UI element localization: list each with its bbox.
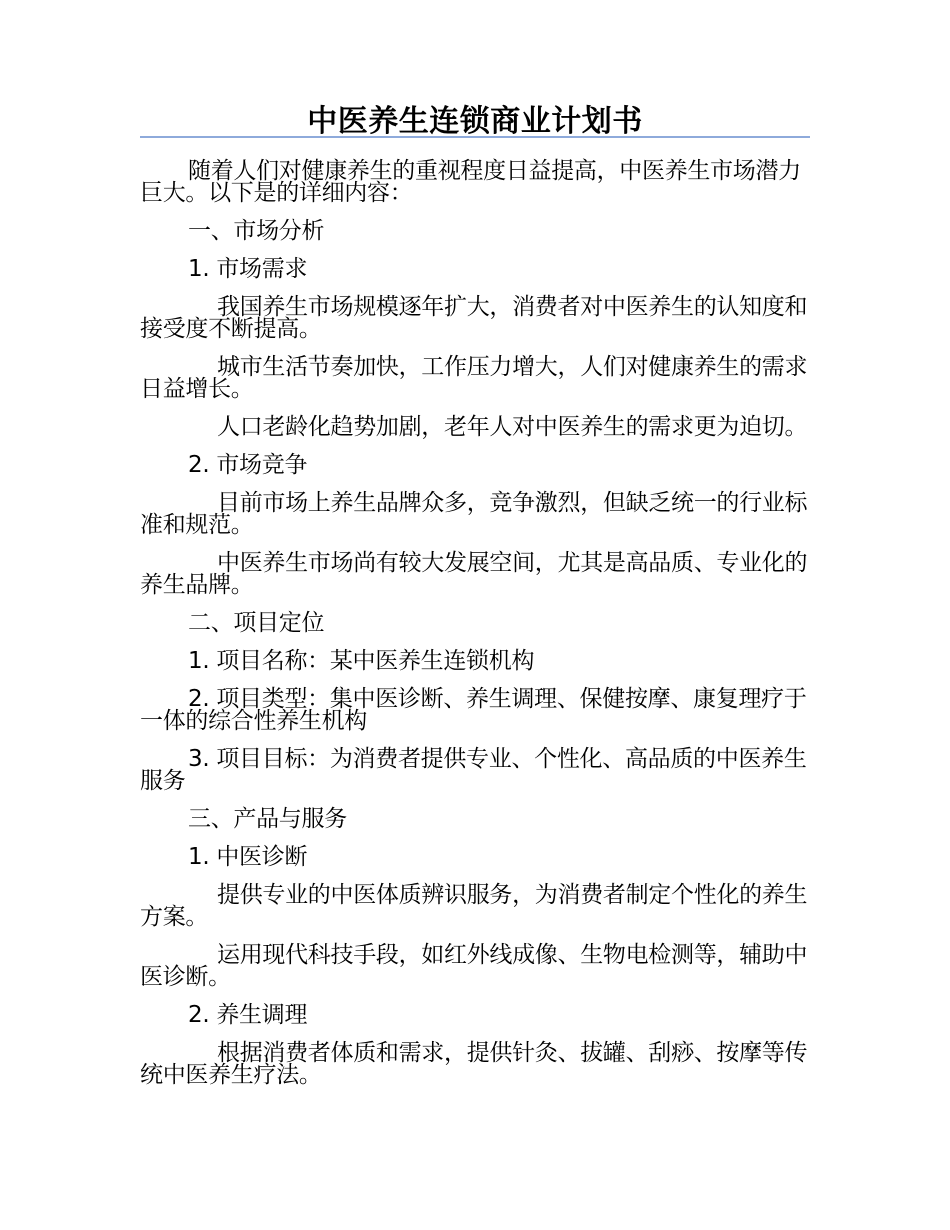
intro-paragraph: 随着人们对健康养生的重视程度日益提高，中医养生市场潜力巨大。以下是的详细内容： [140, 158, 801, 206]
subheading-market-competition: 2. 市场竞争 [188, 452, 308, 478]
subheading-market-demand: 1. 市场需求 [188, 256, 308, 282]
list-item-project-goal: 3. 项目目标：为消费者提供专业、个性化、高品质的中医养生服务 [140, 746, 807, 794]
list-item-project-name: 1. 项目名称：某中医养生连锁机构 [188, 648, 535, 674]
paragraph-demand-3: 人口老龄化趋势加剧，老年人对中医养生的需求更为迫切。 [217, 414, 808, 440]
paragraph-demand-1: 我国养生市场规模逐年扩大，消费者对中医养生的认知度和接受度不断提高。 [140, 294, 808, 342]
subheading-tcm-diagnosis: 1. 中医诊断 [188, 844, 308, 870]
paragraph-diagnosis-2: 运用现代科技手段，如红外线成像、生物电检测等，辅助中医诊断。 [140, 942, 808, 990]
list-item-project-type: 2. 项目类型：集中医诊断、养生调理、保健按摩、康复理疗于一体的综合性养生机构 [140, 686, 807, 734]
paragraph-conditioning-1: 根据消费者体质和需求，提供针灸、拔罐、刮痧、按摩等传统中医养生疗法。 [140, 1040, 808, 1088]
paragraph-competition-2: 中医养生市场尚有较大发展空间，尤其是高品质、专业化的养生品牌。 [140, 550, 808, 598]
section-heading-products-services: 三、产品与服务 [188, 806, 347, 832]
document-body [140, 160, 810, 1086]
section-heading-market-analysis: 一、市场分析 [188, 218, 325, 244]
paragraph-diagnosis-1: 提供专业的中医体质辨识服务，为消费者制定个性化的养生方案。 [140, 882, 808, 930]
subheading-health-conditioning: 2. 养生调理 [188, 1002, 308, 1028]
paragraph-competition-1: 目前市场上养生品牌众多，竞争激烈，但缺乏统一的行业标准和规范。 [140, 490, 808, 538]
document-page [140, 96, 810, 1086]
document-title: 中医养生连锁商业计划书 [140, 96, 810, 138]
paragraph-demand-2: 城市生活节奏加快，工作压力增大，人们对健康养生的需求日益增长。 [140, 354, 808, 402]
section-heading-positioning: 二、项目定位 [188, 610, 325, 636]
